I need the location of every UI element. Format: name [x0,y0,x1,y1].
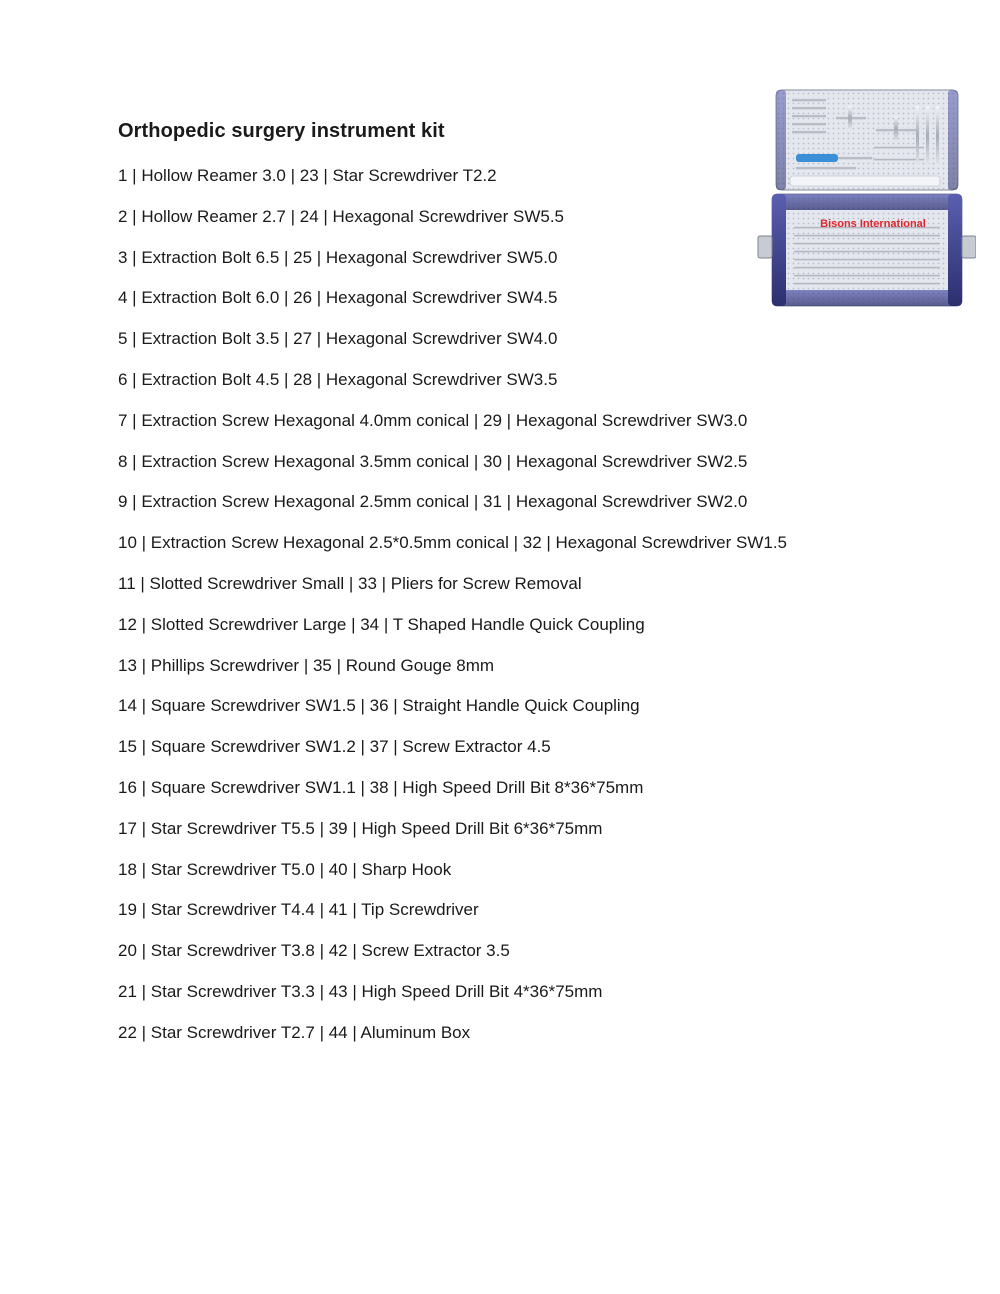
list-item: 15 | Square Screwdriver SW1.2 | 37 | Screw Extractor 4.5 [118,737,551,757]
list-item: 16 | Square Screwdriver SW1.1 | 38 | High Speed Drill Bit 8*36*75mm [118,777,644,797]
list-item: 6 | Extraction Bolt 4.5 | 28 | Hexagonal Screwdriver SW3.5 [118,369,558,389]
list-item: 10 | Extraction Screw Hexagonal 2.5*0.5mm conical | 32 | Hexagonal Screwdriver SW1.5 [118,533,788,553]
list-item: 2 | Hollow Reamer 2.7 | 24 | Hexagonal Screwdriver SW5.5 [118,206,564,226]
list-item: 3 | Extraction Bolt 6.5 | 25 | Hexagonal Screwdriver SW5.0 [118,247,558,267]
list-item: 12 | Slotted Screwdriver Large | 34 | T Shaped Handle Quick Coupling [118,614,645,634]
list-item: 4 | Extraction Bolt 6.0 | 26 | Hexagonal Screwdriver SW4.5 [118,288,558,308]
list-item: 21 | Star Screwdriver T3.3 | 43 | High Speed Drill Bit 4*36*75mm [118,981,603,1001]
image-watermark: Bisons International [820,218,926,230]
list-item: 20 | Star Screwdriver T3.8 | 42 | Screw Extractor 3.5 [118,941,510,961]
document-title: Orthopedic surgery instrument kit [118,120,445,142]
list-item: 9 | Extraction Screw Hexagonal 2.5mm conical | 31 | Hexagonal Screwdriver SW2.0 [118,492,748,512]
list-item: 7 | Extraction Screw Hexagonal 4.0mm conical | 29 | Hexagonal Screwdriver SW3.0 [118,410,748,430]
list-item: 8 | Extraction Screw Hexagonal 3.5mm conical | 30 | Hexagonal Screwdriver SW2.5 [118,451,748,471]
list-item: 5 | Extraction Bolt 3.5 | 27 | Hexagonal Screwdriver SW4.0 [118,329,558,349]
list-item: 19 | Star Screwdriver T4.4 | 41 | Tip Screwdriver [118,900,479,920]
list-item: 18 | Star Screwdriver T5.0 | 40 | Sharp Hook [118,859,452,879]
list-item: 1 | Hollow Reamer 3.0 | 23 | Star Screwdriver T2.2 [118,166,497,185]
instrument-kit-image [756,86,976,308]
instrument-list [118,164,787,1062]
list-item: 13 | Phillips Screwdriver | 35 | Round Gouge 8mm [118,655,495,675]
list-item: 17 | Star Screwdriver T5.5 | 39 | High Speed Drill Bit 6*36*75mm [118,818,603,838]
list-item: 22 | Star Screwdriver T2.7 | 44 | Aluminum Box [118,1022,471,1042]
list-item: 11 | Slotted Screwdriver Small | 33 | Pliers for Screw Removal [118,573,582,593]
list-item: 14 | Square Screwdriver SW1.5 | 36 | Straight Handle Quick Coupling [118,696,640,716]
